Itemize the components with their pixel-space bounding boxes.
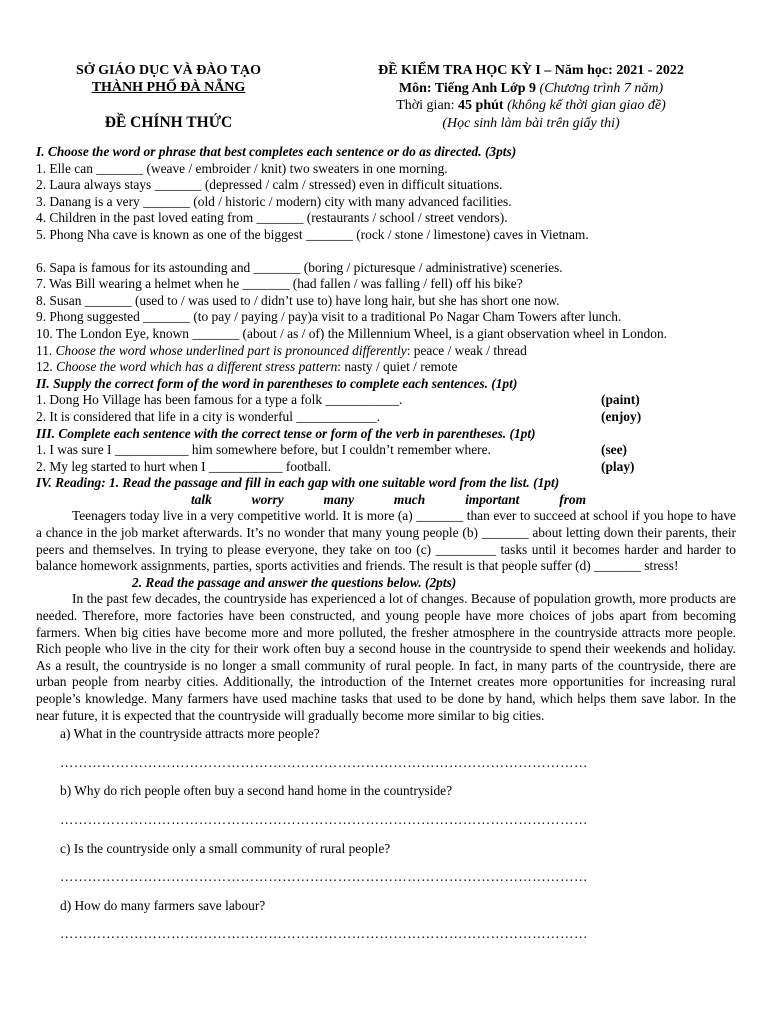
question-item: 5. Phong Nha cave is known as one of the biggest _______ (rock / stone / limestone) caves in Vietnam. — [36, 226, 589, 242]
subject-name: Môn: Tiếng Anh Lớp 9 — [398, 80, 537, 96]
word-option: important — [465, 491, 520, 507]
question-item: 3. Danang is a very _______ (old / historic / modern) city with many advanced facilities. — [36, 193, 512, 209]
item-number: 12. — [36, 359, 57, 375]
word-option: much — [393, 491, 426, 507]
subject-line — [321, 80, 741, 98]
section-4-title: IV. Reading: 1. Read the passage and fill in each gap with one suitable word from the list. (1pt) — [36, 475, 560, 491]
exam-title: ĐỀ KIỂM TRA HỌC KỲ I – Năm học: 2021 - 2022 — [378, 63, 684, 78]
question-item: 7. Was Bill wearing a helmet when he _______ (had fallen / was falling / fell) off his bike? — [36, 276, 523, 292]
question-text: 1. I was sure I ___________ him somewhere before, but I couldn’t remember where. — [36, 442, 491, 458]
question-text: 1. Dong Ho Village has been famous for a type a folk ___________. — [36, 392, 403, 408]
question-c: c) Is the countryside only a small community of rural people? — [60, 840, 391, 856]
reading-part-2-title: 2. Read the passage and answer the questions below. (2pts) — [132, 574, 457, 590]
question-item: 6. Sapa is famous for its astounding and _______ (boring / picturesque / administrative) sceneries. — [36, 259, 563, 275]
exam-info-block — [321, 62, 741, 132]
word-option: worry — [251, 491, 284, 507]
question-item: 1. Elle can _______ (weave / embroider / knit) two sweaters in one morning. — [36, 160, 448, 176]
question-item-11 — [36, 343, 736, 360]
word-hint: (paint) — [601, 392, 640, 408]
reading-passage-2: In the past few decades, the countryside has experienced a lot of changes. Because of population growth, more products are needed. Therefore, more factories have been constructed, and young people have more choices of jobs apart from becoming farmers. When big cities have become more and more polluted, the fresher atmosphere in the countryside attracts more people. Rich people who live in the city for their work often buy a second house in the countryside to spend their weekends and holiday. As a result, the countryside is no longer a small community of rural people. In fact, in many parts of the countryside, there are urban people from nearby cities. Additionally, the introduction of the Internet creates more opportunities for increasing rural people’s knowledge. Many farmers have used machine tasks that used to be done by hand, which helps them save labor. In the near future, it is expected that the countryside will gradually become more similar to big cities. — [36, 591, 736, 723]
paper-note: (Học sinh làm bài trên giấy thi) — [442, 115, 620, 131]
section-3-title: III. Complete each sentence with the correct tense or form of the verb in parentheses. (1pt) — [36, 425, 536, 441]
item-instruction: Choose the word which has a different stress pattern — [56, 359, 338, 375]
word-option: many — [323, 491, 355, 507]
question-text: 2. My leg started to hurt when I ___________ football. — [36, 458, 331, 474]
question-item-12 — [36, 359, 736, 376]
question-item: 8. Susan _______ (used to / was used to / didn’t use to) have long hair, but she has short one now. — [36, 292, 560, 308]
time-value: 45 phút — [458, 98, 504, 113]
word-option: talk — [190, 491, 212, 507]
section-2-title: II. Supply the correct form of the word in parentheses to complete each sentences. (1pt) — [36, 375, 518, 391]
question-b: b) Why do rich people often buy a second hand home in the countryside? — [60, 783, 453, 799]
section-1-title: I. Choose the word or phrase that best completes each sentence or do as directed. (3pts) — [36, 144, 517, 159]
item-number: 11. — [36, 342, 56, 358]
question-item: 4. Children in the past loved eating from _______ (restaurants / school / street vendors). — [36, 210, 508, 226]
answer-line[interactable]: …………………………………………………………………………………………………… — [60, 926, 588, 942]
question-row — [36, 442, 736, 459]
subject-program: (Chương trình 7 năm) — [539, 80, 664, 96]
question-d: d) How do many farmers save labour? — [60, 897, 266, 913]
reading-passage-1: Teenagers today live in a very competitive world. It is more (a) _______ than ever to succeed at school if you hope to have a chance in the job market afterwards. It’s no wonder that many young people (b) _______ about letting down their parents, their peers and themselves. In trying to please everyone, they take on too (c) _________ tasks until it becomes harder and harder to balance homework assignments, parties, sports activities and friends. The result is that people suffer (d) _______ stress! — [36, 508, 736, 574]
answer-line[interactable]: …………………………………………………………………………………………………… — [60, 869, 588, 885]
exam-header — [36, 56, 736, 140]
question-row — [36, 409, 736, 426]
section-1-items-b — [36, 260, 736, 376]
verb-hint: (play) — [601, 458, 635, 474]
question-item: 2. Laura always stays _______ (depressed / calm / stressed) even in difficult situations. — [36, 177, 503, 193]
question-row — [36, 459, 736, 476]
time-line — [321, 97, 741, 115]
word-hint: (enjoy) — [601, 408, 642, 424]
exam-page — [36, 56, 736, 955]
word-list — [36, 492, 736, 509]
question-row — [36, 392, 736, 409]
department-name: SỞ GIÁO DỤC VÀ ĐÀO TẠO — [75, 63, 261, 78]
section-1-items-a — [36, 161, 736, 244]
answer-line[interactable]: …………………………………………………………………………………………………… — [60, 811, 588, 827]
answer-line[interactable]: …………………………………………………………………………………………………… — [60, 754, 588, 770]
time-note: (không kể thời gian giao đề) — [507, 98, 666, 113]
official-label: ĐỀ CHÍNH THỨC — [104, 114, 233, 131]
question-text: 2. It is considered that life in a city is wonderful ____________. — [36, 408, 380, 424]
item-instruction: Choose the word whose underlined part is pronounced differently — [55, 342, 407, 358]
time-label: Thời gian: — [396, 98, 455, 113]
city-name: THÀNH PHỐ ĐÀ NẴNG — [91, 80, 246, 95]
word-option: from — [559, 491, 587, 507]
item-options: : nasty / quiet / remote — [337, 359, 458, 375]
question-item: 9. Phong suggested _______ (to pay / paying / pay)a visit to a traditional Po Nagar Cham Towers after lunch. — [36, 309, 622, 325]
question-a: a) What in the countryside attracts more people? — [60, 726, 320, 742]
verb-hint: (see) — [601, 442, 628, 458]
department-block — [36, 62, 301, 131]
question-item: 10. The London Eye, known _______ (about / as / of) the Millennium Wheel, is a giant observation wheel in London. — [36, 325, 667, 341]
item-options: : peace / weak / thread — [406, 342, 527, 358]
